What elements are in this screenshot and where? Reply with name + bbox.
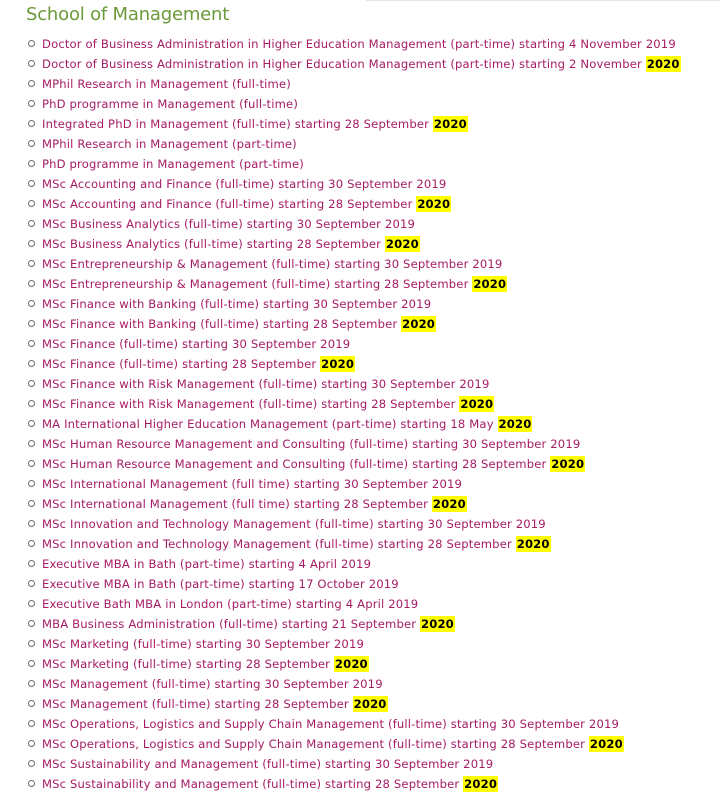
bullet-icon [28, 440, 35, 447]
course-link[interactable] [42, 757, 493, 771]
course-link-text: Integrated PhD in Management (full-time) starting 28 September [42, 117, 433, 131]
course-link[interactable] [42, 717, 619, 731]
list-item [0, 194, 720, 214]
list-item [0, 294, 720, 314]
list-item [0, 94, 720, 114]
highlighted-year: 2020 [321, 357, 355, 371]
course-link-text: MSc Operations, Logistics and Supply Chain Management (full-time) starting 30 September 2019 [42, 717, 620, 731]
list-item [0, 234, 720, 254]
list-item [0, 754, 720, 774]
bullet-icon [28, 480, 35, 487]
highlighted-year: 2020 [417, 197, 451, 211]
bullet-icon [28, 320, 35, 327]
bullet-icon [28, 220, 35, 227]
course-link-text: MSc International Management (full time) starting 30 September 2019 [42, 477, 463, 491]
course-list [0, 34, 720, 794]
course-link[interactable] [42, 196, 451, 212]
bullet-icon [28, 400, 35, 407]
course-link[interactable] [42, 177, 446, 191]
bullet-icon [28, 520, 35, 527]
course-link[interactable] [42, 377, 489, 391]
course-link[interactable] [42, 597, 418, 611]
course-link-text: MPhil Research in Management (part-time) [42, 137, 297, 151]
course-link-text: Executive MBA in Bath (part-time) starting 17 October 2019 [42, 577, 399, 591]
course-link-text: MPhil Research in Management (full-time) [42, 77, 291, 91]
highlighted-year: 2020 [551, 457, 585, 471]
course-link[interactable] [42, 736, 624, 752]
course-link[interactable] [42, 776, 498, 792]
top-divider [366, 0, 720, 1]
list-item [0, 494, 720, 514]
list-item [0, 174, 720, 194]
course-link[interactable] [42, 56, 681, 72]
course-link[interactable] [42, 536, 551, 552]
bullet-icon [28, 40, 35, 47]
list-item [0, 634, 720, 654]
bullet-icon [28, 460, 35, 467]
course-link[interactable] [42, 137, 297, 151]
course-link[interactable] [42, 416, 532, 432]
highlighted-year: 2020 [402, 317, 436, 331]
course-link-text: MSc Business Analytics (full-time) starting 28 September [42, 237, 385, 251]
course-link-text: MSc Sustainability and Management (full-time) starting 30 September 2019 [42, 757, 494, 771]
bullet-icon [28, 340, 35, 347]
course-link-text: MSc Management (full-time) starting 28 September [42, 697, 353, 711]
course-link-text: MSc Sustainability and Management (full-time) starting 28 September [42, 777, 464, 791]
list-item [0, 134, 720, 154]
highlighted-year: 2020 [433, 117, 467, 131]
bullet-icon [28, 420, 35, 427]
bullet-icon [28, 700, 35, 707]
list-item [0, 614, 720, 634]
bullet-icon [28, 640, 35, 647]
course-link-text: MA International Higher Education Management (part-time) starting 18 May [42, 417, 498, 431]
bullet-icon [28, 240, 35, 247]
course-link-text: MSc Finance (full-time) starting 30 September 2019 [42, 337, 351, 351]
course-link-text: Doctor of Business Administration in Higher Education Management (part-time) starting 4 November 2019 [42, 37, 676, 51]
course-link[interactable] [42, 656, 369, 672]
course-link[interactable] [42, 477, 462, 491]
course-link-text: MSc Human Resource Management and Consulting (full-time) starting 28 September [42, 457, 551, 471]
course-link-text: MSc Innovation and Technology Management (full-time) starting 28 September [42, 537, 516, 551]
bullet-icon [28, 760, 35, 767]
bullet-icon [28, 60, 35, 67]
course-link[interactable] [42, 217, 415, 231]
list-item [0, 594, 720, 614]
course-link[interactable] [42, 316, 436, 332]
section-heading: School of Management [26, 4, 230, 25]
course-link[interactable] [42, 257, 502, 271]
bullet-icon [28, 200, 35, 207]
course-link[interactable] [42, 37, 676, 51]
course-link[interactable] [42, 356, 355, 372]
course-link[interactable] [42, 577, 399, 591]
course-link[interactable] [42, 337, 350, 351]
course-link-text: PhD programme in Management (full-time) [42, 97, 299, 111]
bullet-icon [28, 780, 35, 787]
bullet-icon [28, 680, 35, 687]
highlighted-year: 2020 [589, 737, 623, 751]
course-link-text: Executive Bath MBA in London (part-time) starting 4 April 2019 [42, 597, 419, 611]
bullet-icon [28, 580, 35, 587]
course-link[interactable] [42, 116, 468, 132]
course-link-text: MSc Marketing (full-time) starting 28 September [42, 657, 334, 671]
course-link[interactable] [42, 437, 580, 451]
list-item [0, 714, 720, 734]
list-item [0, 414, 720, 434]
highlighted-year: 2020 [464, 777, 498, 791]
course-link[interactable] [42, 456, 585, 472]
course-link[interactable] [42, 517, 546, 531]
list-item [0, 734, 720, 754]
bullet-icon [28, 140, 35, 147]
list-item [0, 374, 720, 394]
course-link-text: MSc Finance with Banking (full-time) starting 30 September 2019 [42, 297, 432, 311]
course-link-text: MSc Entrepreneurship & Management (full-time) starting 28 September [42, 277, 473, 291]
highlighted-year: 2020 [460, 397, 494, 411]
bullet-icon [28, 260, 35, 267]
list-item [0, 534, 720, 554]
bullet-icon [28, 180, 35, 187]
course-link-text: MSc Entrepreneurship & Management (full-time) starting 30 September 2019 [42, 257, 503, 271]
list-item [0, 454, 720, 474]
bullet-icon [28, 740, 35, 747]
list-item [0, 214, 720, 234]
bullet-icon [28, 360, 35, 367]
list-item [0, 674, 720, 694]
course-link-text: MSc Management (full-time) starting 30 September 2019 [42, 677, 383, 691]
course-link[interactable] [42, 297, 431, 311]
list-item [0, 514, 720, 534]
course-link[interactable] [42, 97, 298, 111]
course-link-text: MSc Finance with Risk Management (full-time) starting 30 September 2019 [42, 377, 490, 391]
course-link[interactable] [42, 637, 364, 651]
bullet-icon [28, 600, 35, 607]
bullet-icon [28, 720, 35, 727]
list-item [0, 274, 720, 294]
bullet-icon [28, 120, 35, 127]
course-link[interactable] [42, 157, 304, 171]
list-item [0, 694, 720, 714]
list-item [0, 314, 720, 334]
course-link-text: MSc Accounting and Finance (full-time) starting 30 September 2019 [42, 177, 447, 191]
bullet-icon [28, 280, 35, 287]
highlighted-year: 2020 [498, 417, 532, 431]
course-link-text: MBA Business Administration (full-time) starting 21 September [42, 617, 421, 631]
course-link[interactable] [42, 696, 388, 712]
course-link-text: Executive MBA in Bath (part-time) starting 4 April 2019 [42, 557, 372, 571]
list-item [0, 34, 720, 54]
course-link[interactable] [42, 276, 507, 292]
bullet-icon [28, 100, 35, 107]
course-link[interactable] [42, 496, 467, 512]
course-link-text: Doctor of Business Administration in Higher Education Management (part-time) starting 2 November [42, 57, 646, 71]
highlighted-year: 2020 [334, 657, 368, 671]
list-item [0, 54, 720, 74]
bullet-icon [28, 300, 35, 307]
bullet-icon [28, 660, 35, 667]
list-item [0, 254, 720, 274]
highlighted-year: 2020 [421, 617, 454, 631]
course-link-text: MSc Operations, Logistics and Supply Chain Management (full-time) starting 28 September [42, 737, 589, 751]
list-item [0, 354, 720, 374]
course-link[interactable] [42, 677, 383, 691]
course-link-text: MSc Accounting and Finance (full-time) starting 28 September [42, 197, 417, 211]
bullet-icon [28, 540, 35, 547]
course-link-text: PhD programme in Management (part-time) [42, 157, 304, 171]
course-link-text: MSc Finance (full-time) starting 28 September [42, 357, 321, 371]
list-item [0, 474, 720, 494]
highlighted-year: 2020 [646, 57, 680, 71]
list-item [0, 434, 720, 454]
course-link-text: MSc Marketing (full-time) starting 30 September 2019 [42, 637, 364, 651]
bullet-icon [28, 500, 35, 507]
highlighted-year: 2020 [432, 497, 466, 511]
highlighted-year: 2020 [473, 277, 507, 291]
list-item [0, 334, 720, 354]
bullet-icon [28, 160, 35, 167]
course-link-text: MSc Finance with Risk Management (full-time) starting 28 September [42, 397, 460, 411]
bullet-icon [28, 380, 35, 387]
course-link-text: MSc International Management (full time) starting 28 September [42, 497, 432, 511]
list-item [0, 74, 720, 94]
bullet-icon [28, 560, 35, 567]
list-item [0, 774, 720, 794]
course-link-text: MSc Human Resource Management and Consulting (full-time) starting 30 September 2019 [42, 437, 581, 451]
highlighted-year: 2020 [353, 697, 387, 711]
course-link[interactable] [42, 236, 420, 252]
list-item [0, 154, 720, 174]
highlighted-year: 2020 [385, 237, 419, 251]
course-link[interactable] [42, 557, 371, 571]
course-link[interactable] [42, 396, 494, 412]
list-item [0, 654, 720, 674]
course-link-text: MSc Business Analytics (full-time) starting 30 September 2019 [42, 217, 416, 231]
list-item [0, 114, 720, 134]
bullet-icon [28, 620, 35, 627]
course-link[interactable] [42, 77, 291, 91]
bullet-icon [28, 80, 35, 87]
list-item [0, 574, 720, 594]
course-link[interactable] [42, 616, 455, 632]
highlighted-year: 2020 [516, 537, 550, 551]
list-item [0, 394, 720, 414]
course-link-text: MSc Finance with Banking (full-time) starting 28 September [42, 317, 402, 331]
course-link-text: MSc Innovation and Technology Management (full-time) starting 30 September 2019 [42, 517, 546, 531]
list-item [0, 554, 720, 574]
